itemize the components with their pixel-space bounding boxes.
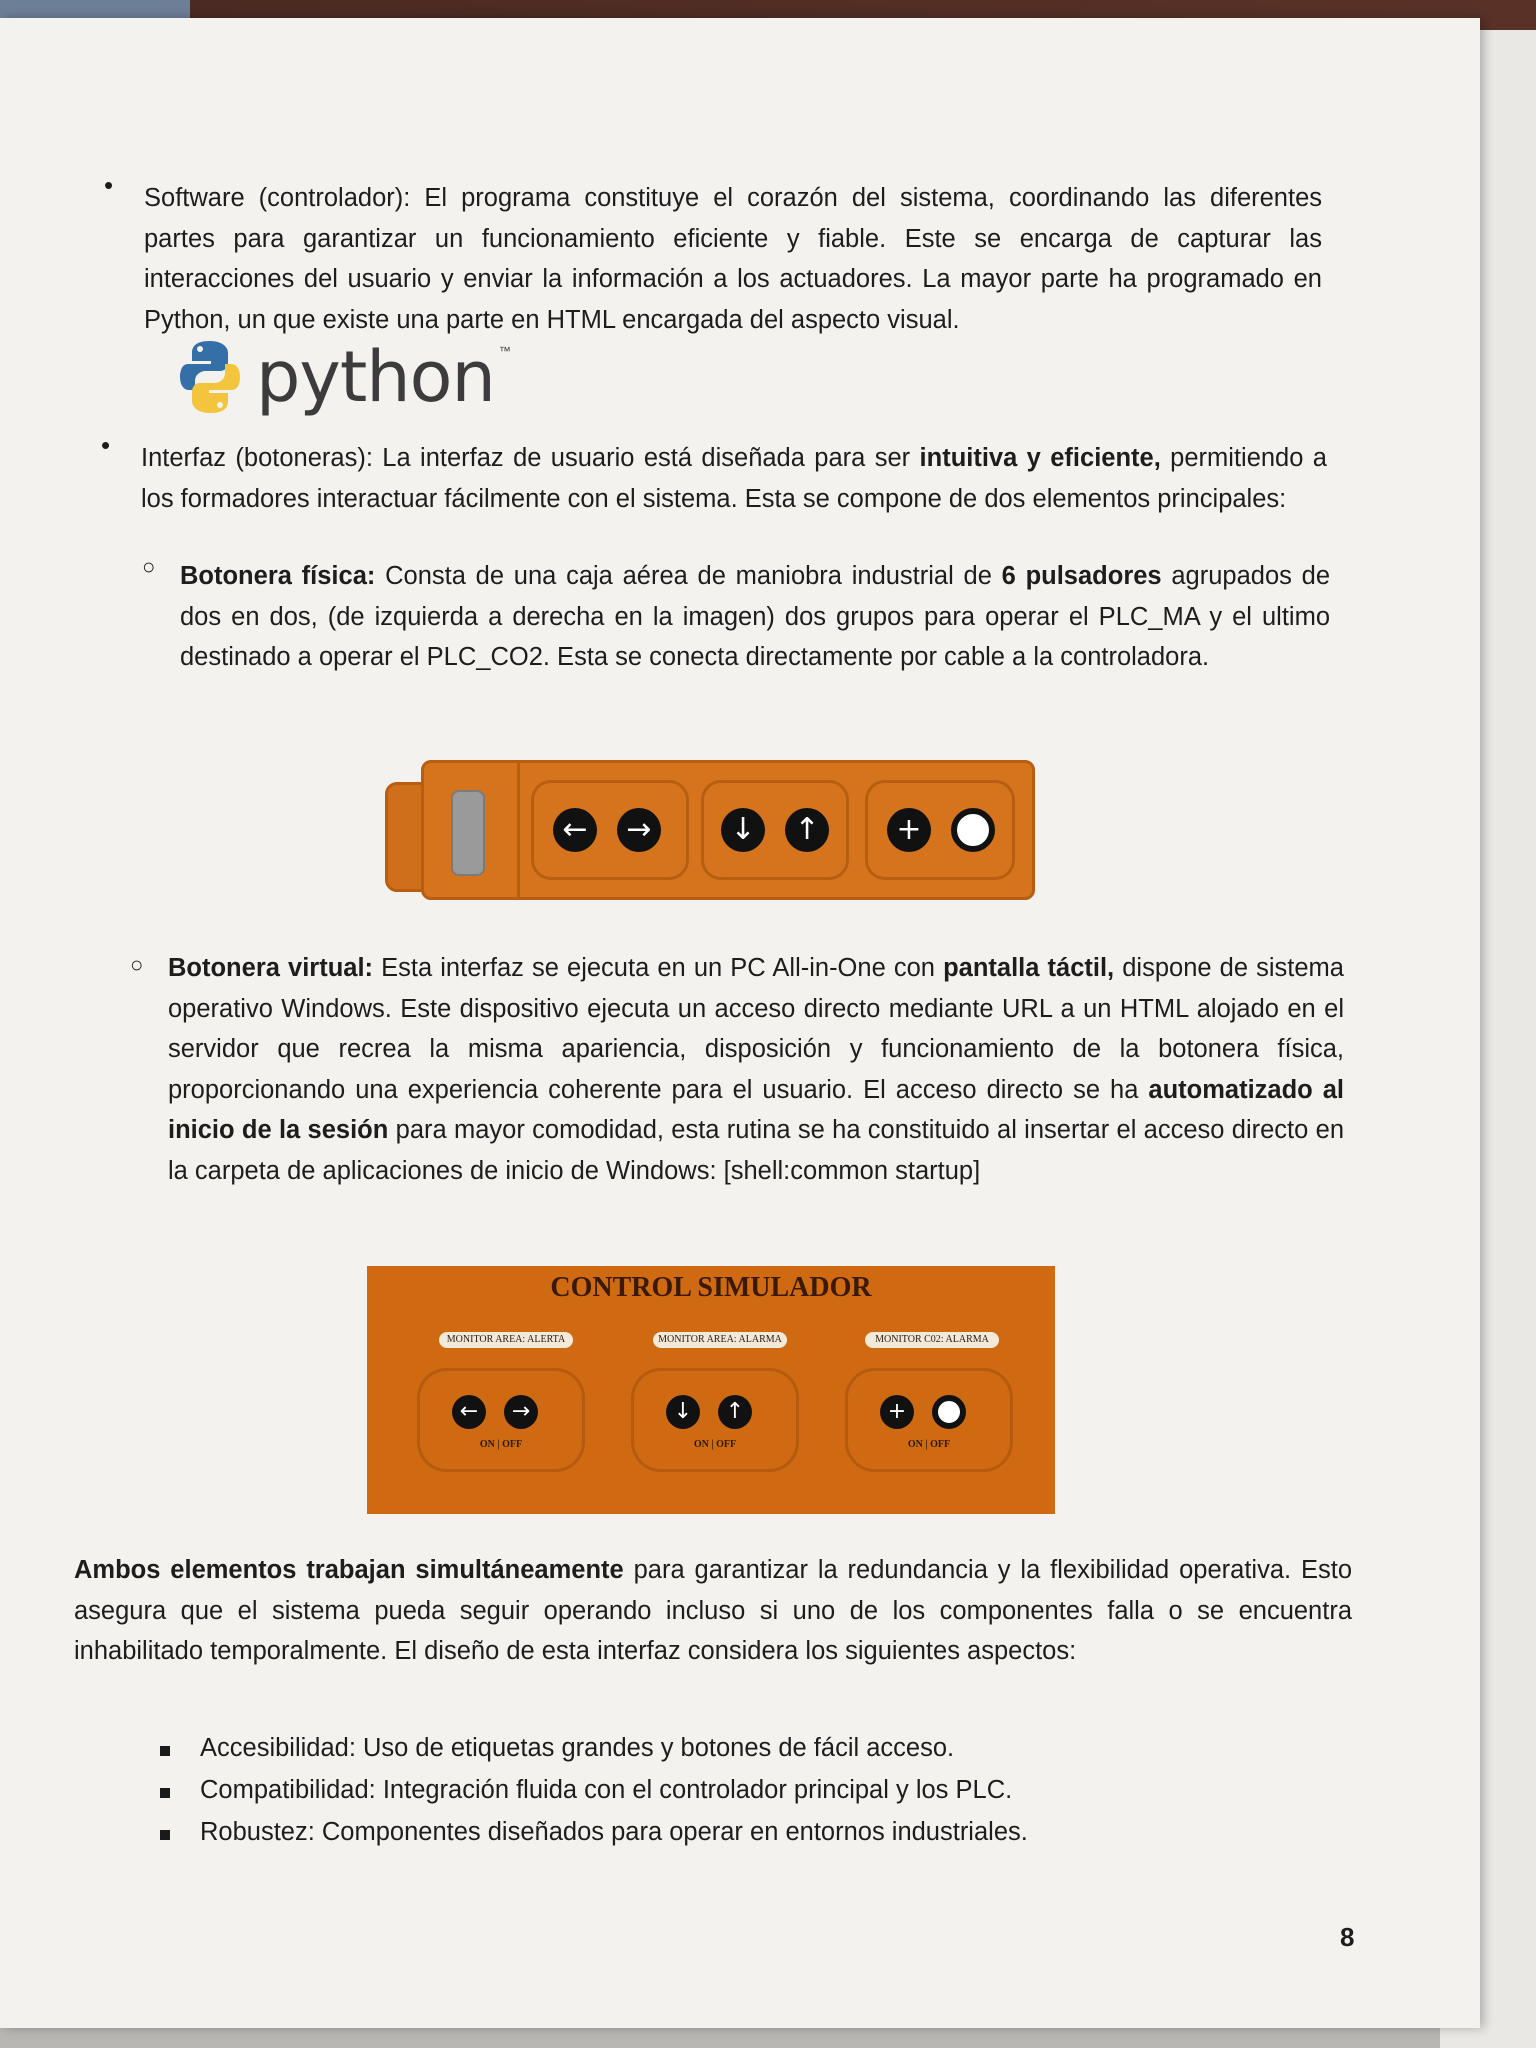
ambos-text: para garantizar la redundancia y la flexibilidad operativa. Esto asegura que el sistema pueda seguir operando incluso si uno de los componentes falla o se encuentra inhabilitado temporalmente. El diseño de esta interfaz considera los siguientes aspectos:	[74, 1556, 1352, 1665]
interfaz-bold: intuitiva y eficiente,	[919, 444, 1161, 472]
arrow-right-icon: →	[617, 808, 661, 852]
bullet-icon: •	[101, 430, 111, 460]
software-label: Software (controlador):	[144, 184, 411, 212]
white-circle-button-icon	[951, 808, 995, 852]
arrow-down-icon: ↓	[666, 1395, 700, 1429]
interfaz-label: Interfaz (botoneras):	[141, 444, 373, 472]
arrow-up-icon: ↑	[785, 808, 829, 852]
virtual-text-a: Esta interfaz se ejecuta en un PC All-in-One con	[373, 954, 944, 982]
circle-bullet-icon: ○	[130, 952, 144, 977]
virtual-text-c: para mayor comodidad, esta rutina se ha constituido al insertar el acceso directo en la carpeta de aplicaciones de inicio de Windows: [shell:common startup]	[168, 1116, 1344, 1185]
panel-slot	[451, 790, 485, 876]
circle-bullet-icon: ○	[142, 554, 156, 579]
plus-icon: +	[880, 1395, 914, 1429]
python-snake-icon	[180, 339, 240, 415]
aspect-item: Compatibilidad: Integración fluida con el controlador principal y los PLC.	[200, 1776, 1013, 1804]
simulator-group-1	[417, 1368, 585, 1472]
fisica-label: Botonera física:	[180, 562, 376, 590]
on-off-label: ON | OFF	[479, 1439, 523, 1450]
fisica-text-b: agrupados de dos en dos, (de izquierda a derecha en la imagen) dos grupos para operar el PLC_MA y el ultimo destinado a operar el PLC_CO2. Esta se conecta directamente por cable a la controladora.	[180, 562, 1330, 671]
fisica-bold: 6 pulsadores	[1001, 562, 1162, 590]
page-number: 8	[1340, 1922, 1355, 1952]
interfaz-text-b: permitiendo a los formadores interactuar fácilmente con el sistema. Esta se compone de dos elementos principales:	[141, 444, 1327, 513]
document-page	[0, 18, 1480, 2028]
arrow-right-icon: →	[504, 1395, 538, 1429]
control-simulator-image	[367, 1266, 1055, 1514]
arrow-left-icon: ←	[553, 808, 597, 852]
arrow-up-icon: ↑	[718, 1395, 752, 1429]
group-3-label: MONITOR C02: ALARMA	[865, 1332, 999, 1348]
aspect-item: Robustez: Componentes diseñados para operar en entornos industriales.	[200, 1818, 1028, 1846]
simulator-group-2	[631, 1368, 799, 1472]
square-bullet-icon	[160, 1746, 170, 1756]
interfaz-text-a: La interfaz de usuario está diseñada para ser	[372, 444, 920, 472]
on-off-label: ON | OFF	[907, 1439, 951, 1450]
virtual-label: Botonera virtual:	[168, 954, 374, 982]
arrow-down-icon: ↓	[721, 808, 765, 852]
plus-icon: +	[887, 808, 931, 852]
simulator-title: CONTROL SIMULADOR	[550, 1272, 872, 1303]
on-off-label: ON | OFF	[693, 1439, 737, 1450]
physical-button-panel	[385, 760, 1035, 900]
paragraph-software	[144, 178, 1322, 340]
python-logo-tm: ™	[498, 344, 511, 358]
square-bullet-icon	[160, 1830, 170, 1840]
python-logo	[180, 336, 511, 418]
bullet-icon: •	[104, 170, 114, 200]
ambos-bold: Ambos elementos trabajan simultáneamente	[74, 1556, 624, 1584]
arrow-left-icon: ←	[452, 1395, 486, 1429]
virtual-bold-1: pantalla táctil,	[943, 954, 1115, 982]
group-1-label: MONITOR AREA: ALERTA	[439, 1332, 573, 1348]
paragraph-virtual	[168, 948, 1344, 1191]
paragraph-ambos	[74, 1550, 1352, 1672]
group-2-label: MONITOR AREA: ALARMA	[653, 1332, 787, 1348]
fisica-text-a: Consta de una caja aérea de maniobra industrial de	[375, 562, 1002, 590]
virtual-bold-2: automatizado al inicio de la sesión	[168, 1075, 1344, 1144]
white-circle-button-icon	[932, 1395, 966, 1429]
virtual-text-b: dispone de sistema operativo Windows. Este dispositivo ejecuta un acceso directo mediante URL a un HTML alojado en el servidor que recrea la misma apariencia, disposición y funcionamiento de la botonera física, proporcionando una experiencia coherente para el usuario. El acceso directo se ha	[168, 954, 1344, 1104]
paragraph-fisica	[180, 556, 1330, 678]
panel-divider	[517, 760, 520, 900]
square-bullet-icon	[160, 1788, 170, 1798]
paragraph-interfaz	[141, 438, 1327, 519]
software-text: El programa constituye el corazón del sistema, coordinando las diferentes partes para garantizar un funcionamiento eficiente y fiable. Este se encarga de capturar las interacciones del usuario y enviar la información a los actuadores. La mayor parte ha programado en Python, un que existe una parte en HTML encargada del aspecto visual.	[144, 184, 1323, 334]
aspect-item: Accesibilidad: Uso de etiquetas grandes y botones de fácil acceso.	[200, 1734, 955, 1762]
python-logo-text: python	[256, 336, 495, 418]
simulator-group-3	[845, 1368, 1013, 1472]
